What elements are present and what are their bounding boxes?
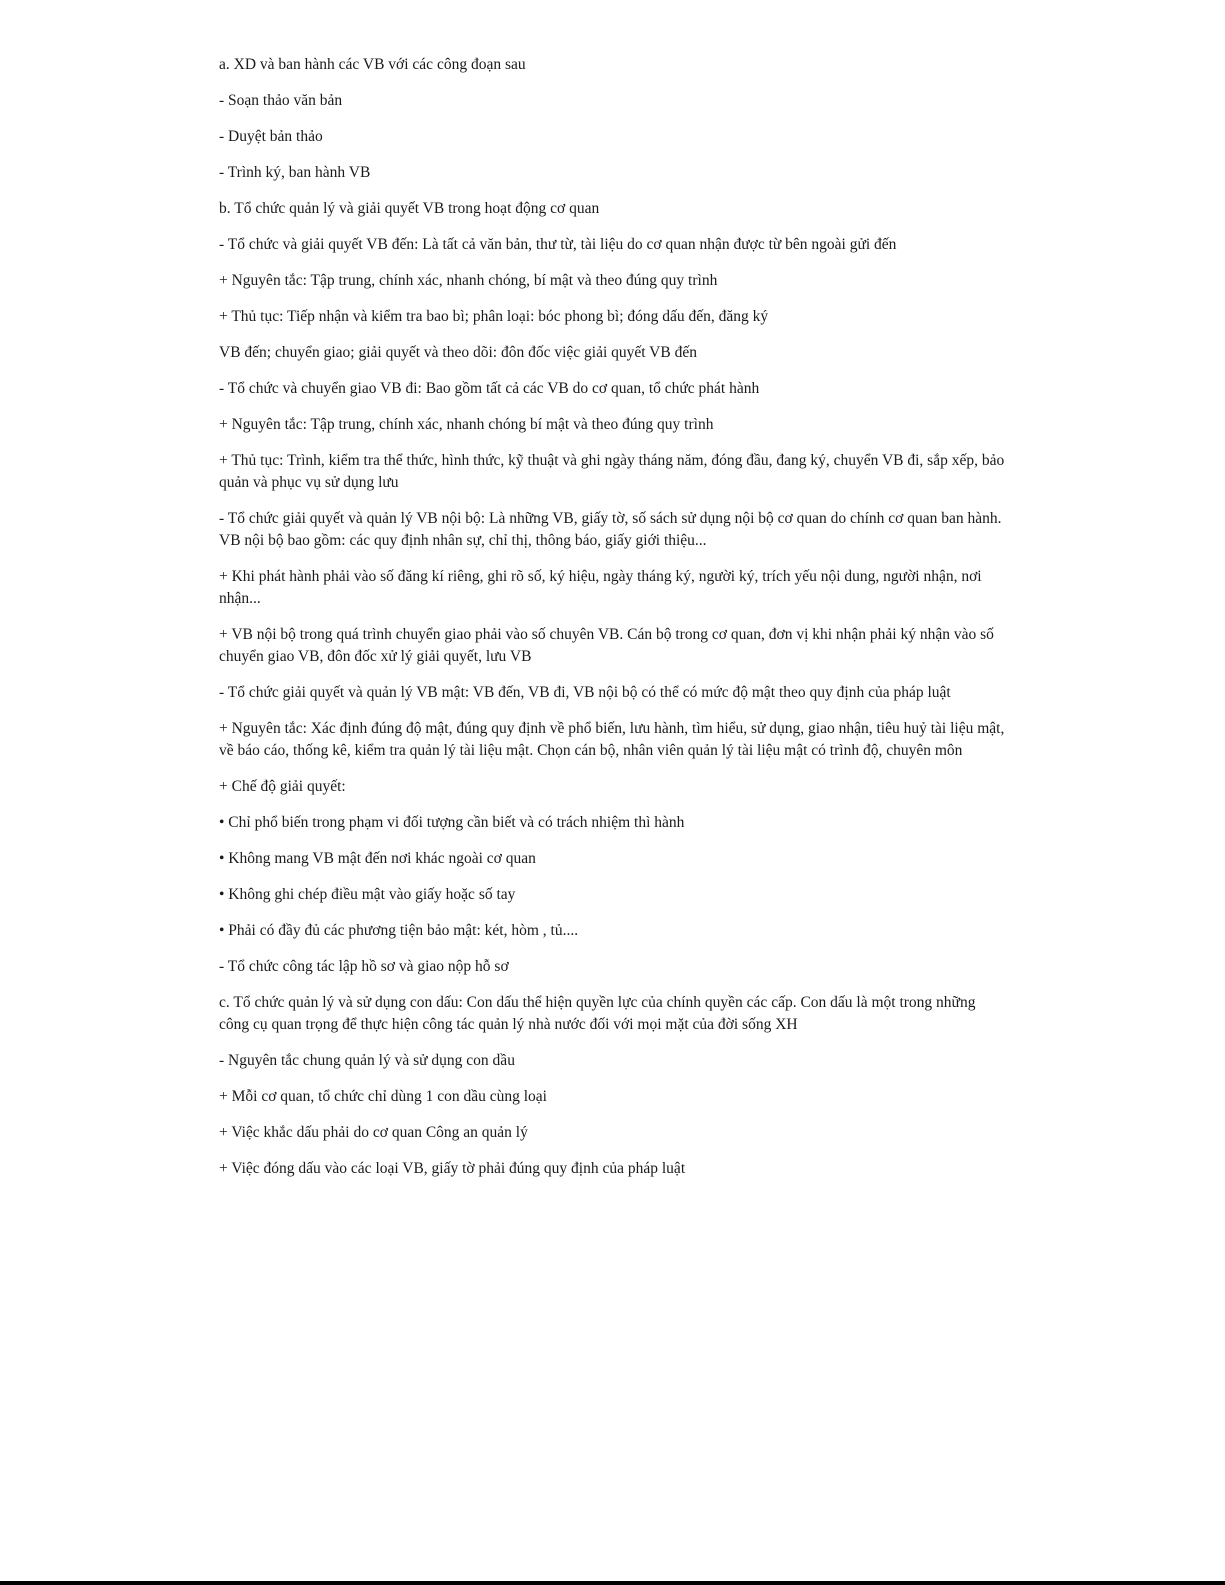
paragraph: - Tổ chức và chuyển giao VB đi: Bao gồm tất cả các VB do cơ quan, tổ chức phát hành	[219, 380, 760, 397]
paragraph: + Chế độ giải quyết:	[219, 778, 346, 795]
paragraph: + Việc đóng dấu vào các loại VB, giấy tờ phải đúng quy định của pháp luật	[219, 1160, 686, 1177]
paragraph: + Mỗi cơ quan, tổ chức chỉ dùng 1 con dầu cùng loại	[219, 1088, 547, 1105]
paragraph: - Nguyên tắc chung quản lý và sử dụng con dầu	[219, 1052, 515, 1069]
page-bottom-border	[0, 1581, 1225, 1585]
paragraph: b. Tổ chức quản lý và giải quyết VB trong hoạt động cơ quan	[219, 200, 600, 217]
document-page	[219, 54, 1009, 1194]
paragraph: + Nguyên tắc: Xác định đúng độ mật, đúng quy định về phổ biến, lưu hành, tìm hiểu, sử dụng, giao nhận, tiêu huỷ tài liệu mật, về báo cáo, thống kê, kiểm tra quản lý tài liệu mật. Chọn cán bộ, nhân viên quản lý tài liệu mật có trình độ, chuyên môn	[219, 720, 1005, 759]
bullet-item: • Không ghi chép điều mật vào giấy hoặc số tay	[219, 886, 516, 903]
paragraph: c. Tổ chức quản lý và sử dụng con dấu: Con dấu thể hiện quyền lực của chính quyền các cấp. Con dấu là một trong những công cụ quan trọng để thực hiện công tác quản lý nhà nước đối với mọi mặt của đời sống XH	[219, 994, 976, 1033]
paragraph: a. XD và ban hành các VB với các công đoạn sau	[219, 56, 526, 73]
paragraph: + Thủ tục: Trình, kiểm tra thể thức, hình thức, kỹ thuật và ghi ngày tháng năm, đóng đầu, đang ký, chuyển VB đi, sắp xếp, bảo quản và phục vụ sử dụng lưu	[219, 452, 1005, 491]
paragraph: - Tổ chức công tác lập hồ sơ và giao nộp hỗ sơ	[219, 958, 509, 975]
paragraph: - Trình ký, ban hành VB	[219, 164, 371, 181]
bullet-item: • Chỉ phổ biến trong phạm vi đối tượng cần biết và có trách nhiệm thì hành	[219, 814, 685, 831]
paragraph: - Tổ chức và giải quyết VB đến: Là tất cả văn bản, thư từ, tài liệu do cơ quan nhận được từ bên ngoài gửi đến	[219, 236, 897, 253]
paragraph: - Soạn thảo văn bản	[219, 92, 343, 109]
paragraph: - Tổ chức giải quyết và quản lý VB nội bộ: Là những VB, giấy tờ, số sách sử dụng nội bộ cơ quan do chính cơ quan ban hành. VB nội bộ bao gồm: các quy định nhân sự, chỉ thị, thông báo, giấy giới thiệu...	[219, 510, 1002, 549]
paragraph: + Nguyên tắc: Tập trung, chính xác, nhanh chóng bí mật và theo đúng quy trình	[219, 416, 714, 433]
paragraph: - Tổ chức giải quyết và quản lý VB mật: VB đến, VB đi, VB nội bộ có thể có mức độ mật theo quy định của pháp luật	[219, 684, 951, 701]
paragraph: + Việc khắc dấu phải do cơ quan Công an quản lý	[219, 1124, 528, 1141]
bullet-item: • Không mang VB mật đến nơi khác ngoài cơ quan	[219, 850, 536, 867]
paragraph: VB đến; chuyển giao; giải quyết và theo dõi: đôn đốc việc giải quyết VB đến	[219, 344, 697, 361]
paragraph: - Duyệt bản thảo	[219, 128, 323, 145]
paragraph: + Thủ tục: Tiếp nhận và kiểm tra bao bì; phân loại: bóc phong bì; đóng dấu đến, đăng ký	[219, 308, 769, 325]
bullet-item: • Phải có đầy đủ các phương tiện bảo mật: két, hòm , tủ....	[219, 922, 579, 939]
paragraph: + Nguyên tắc: Tập trung, chính xác, nhanh chóng, bí mật và theo đúng quy trình	[219, 272, 718, 289]
paragraph: + Khi phát hành phải vào số đăng kí riêng, ghi rõ số, ký hiệu, ngày tháng ký, người ký, trích yếu nội dung, người nhận, nơi nhận...	[219, 568, 982, 607]
paragraph: + VB nội bộ trong quá trình chuyển giao phải vào số chuyên VB. Cán bộ trong cơ quan, đơn vị khi nhận phải ký nhận vào số chuyển giao VB, đôn đốc xử lý giải quyết, lưu VB	[219, 626, 994, 665]
